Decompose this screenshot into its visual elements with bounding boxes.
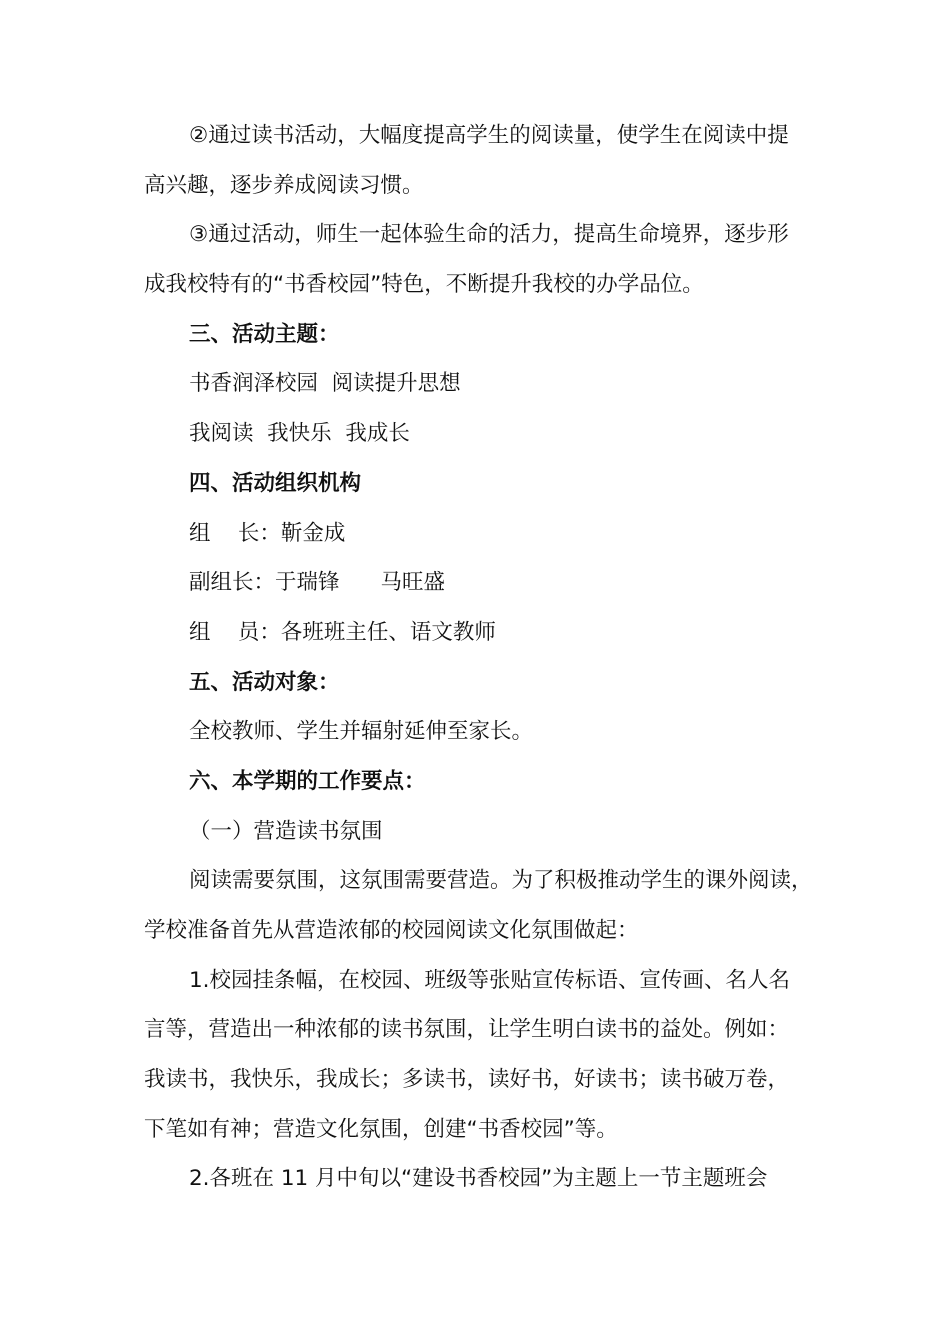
section-heading-organization: 四、活动组织机构	[189, 470, 362, 496]
paragraph-line: 学校准备首先从营造浓郁的校园阅读文化氛围做起：	[144, 918, 639, 943]
paragraph-line: 全校教师、学生并辐射延伸至家长。	[189, 719, 534, 745]
paragraph-line: 我读书，我快乐，我成长；多读书，读好书，好读书；读书破万卷，	[144, 1067, 790, 1093]
paragraph-line: 组 长：靳金成	[189, 520, 346, 546]
paragraph-line: 组 员：各班班主任、语文教师	[189, 619, 496, 645]
paragraph-line: 阅读需要氛围，这氛围需要营造。为了积极推动学生的课外阅读，	[189, 868, 813, 894]
paragraph-line: 成我校特有的“书香校园”特色，不断提升我校的办学品位。	[144, 272, 704, 298]
paragraph-line: 副组长：于瑞锋 马旺盛	[189, 570, 446, 596]
section-heading-theme: 三、活动主题：	[189, 321, 340, 347]
paragraph-line: 1.校园挂条幅，在校园、班级等张贴宣传标语、宣传画、名人名	[189, 967, 791, 993]
paragraph-line: ③通过活动，师生一起体验生命的活力，提高生命境界，逐步形	[189, 222, 789, 248]
paragraph-line: 高兴趣，逐步养成阅读习惯。	[144, 172, 424, 198]
section-heading-work-points: 六、本学期的工作要点：	[189, 768, 426, 794]
section-heading-audience: 五、活动对象：	[189, 669, 340, 695]
paragraph-line: 言等，营造出一种浓郁的读书氛围，让学生明白读书的益处。例如：	[144, 1017, 790, 1043]
paragraph-line: 书香润泽校园 阅读提升思想	[189, 371, 461, 397]
paragraph-line: 我阅读 我快乐 我成长	[189, 421, 410, 447]
paragraph-line: 2.各班在 11 月中旬以“建设书香校园”为主题上一节主题班会	[189, 1166, 768, 1192]
document-body	[144, 111, 813, 1204]
paragraph-line: ②通过读书活动，大幅度提高学生的阅读量，使学生在阅读中提	[189, 123, 789, 148]
paragraph-line: 下笔如有神；营造文化氛围，创建“书香校园”等。	[144, 1116, 618, 1142]
subsection-heading: （一）营造读书氛围	[189, 818, 383, 844]
